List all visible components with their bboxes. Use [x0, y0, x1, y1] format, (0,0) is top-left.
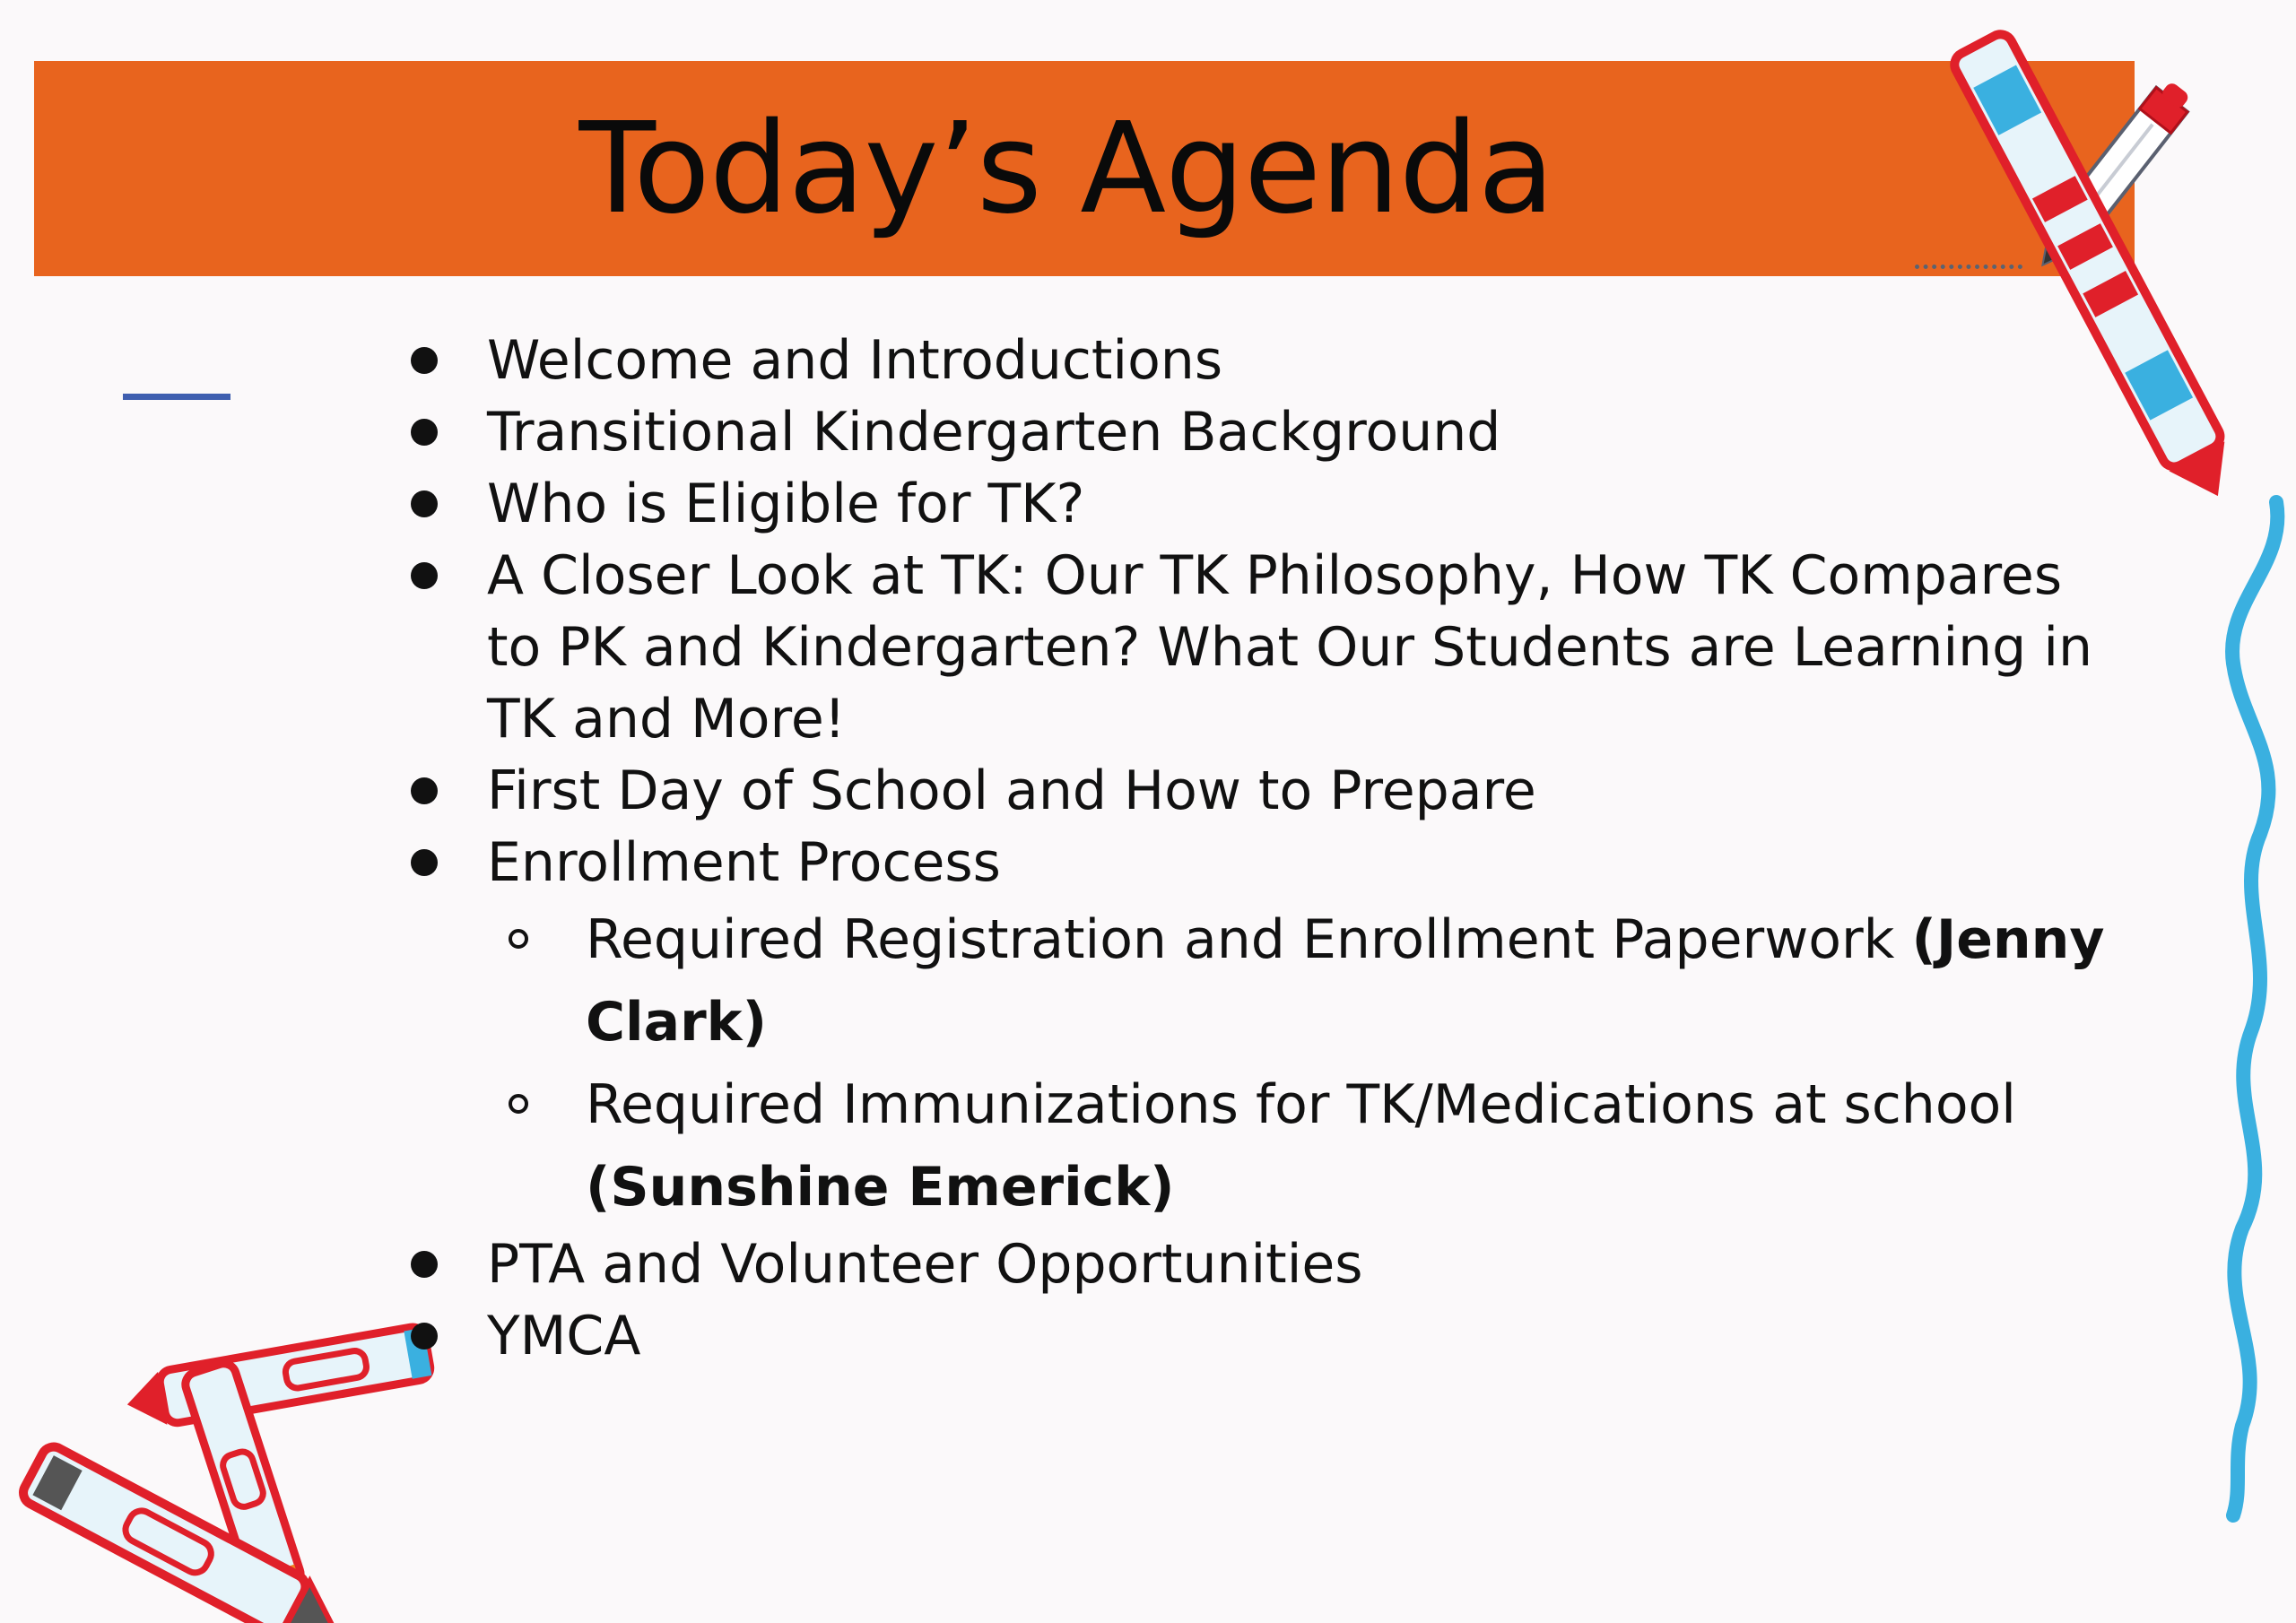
list-item: [395, 540, 2117, 755]
blue-dash-decoration: [123, 394, 230, 400]
list-item: [395, 468, 2117, 540]
list-item: [395, 396, 2117, 468]
list-item: [395, 827, 2117, 898]
sub-list-item: [395, 1063, 2117, 1228]
agenda-list: [395, 325, 2117, 1372]
bullet-icon: [411, 347, 438, 374]
page-title: Today’s Agenda: [578, 95, 1554, 242]
list-item: [395, 1228, 2117, 1300]
hollow-bullet-icon: [509, 1094, 528, 1114]
list-item: [395, 755, 2117, 827]
list-item: [395, 1300, 2117, 1372]
agenda-item-text: PTA and Volunteer Opportunities: [487, 1233, 1363, 1296]
bullet-icon: [411, 562, 438, 589]
title-banner: [34, 61, 2135, 276]
bullet-icon: [411, 849, 438, 876]
agenda-item-text: YMCA: [487, 1305, 641, 1367]
agenda-item-text: Enrollment Process: [487, 831, 1001, 894]
squiggle-line: [2170, 493, 2296, 1524]
bullet-icon: [411, 1251, 438, 1278]
sub-list-item: [395, 898, 2117, 1063]
bullet-icon: [411, 1323, 438, 1350]
sub-item-text: Required Immunizations for TK/Medications at school: [586, 1073, 2016, 1136]
bullet-icon: [411, 777, 438, 804]
sub-item-presenter: (Sunshine Emerick): [586, 1156, 1175, 1219]
agenda-item-text: Transitional Kindergarten Background: [487, 401, 1501, 464]
sub-item-text: Required Registration and Enrollment Paperwork: [586, 908, 1912, 971]
agenda-item-text: A Closer Look at TK: Our TK Philosophy, How TK Compares to PK and Kindergarten? What Our Students are Learning in TK and More!: [487, 544, 2093, 751]
agenda-item-text: First Day of School and How to Prepare: [487, 759, 1536, 822]
sub-item-presenter: (Jenny Clark): [586, 908, 2105, 1054]
bullet-icon: [411, 490, 438, 517]
list-item: [395, 325, 2117, 396]
agenda-item-text: Welcome and Introductions: [487, 329, 1223, 392]
hollow-bullet-icon: [509, 929, 528, 949]
agenda-item-text: Who is Eligible for TK?: [487, 473, 1085, 535]
bullet-icon: [411, 419, 438, 446]
